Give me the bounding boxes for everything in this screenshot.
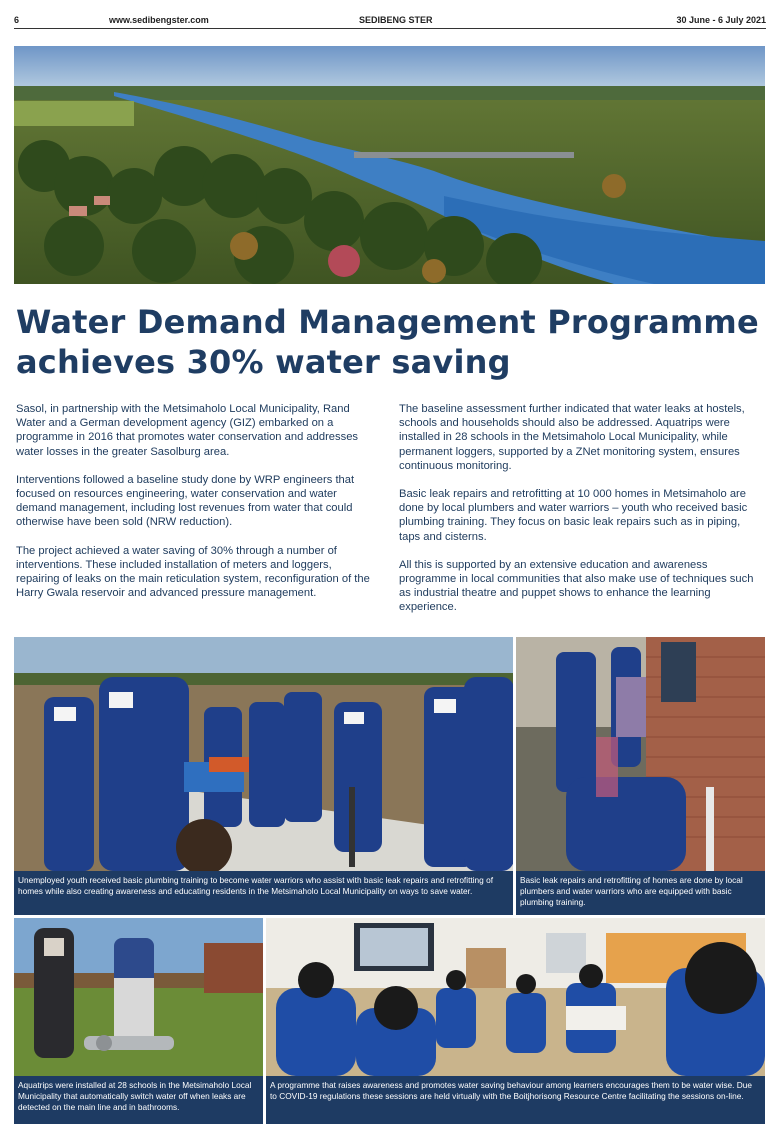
page-header (14, 14, 766, 28)
publication-name: SEDIBENG STER (359, 15, 433, 25)
website-url[interactable]: www.sedibengster.com (109, 15, 209, 25)
paragraph: All this is supported by an extensive education and awareness programme in local communities that also make use of techniques such as industrial theatre and puppet shows to enhance the learning experience. (399, 558, 754, 614)
aquatrips-photo (14, 918, 263, 1076)
repairs-caption: Basic leak repairs and retrofitting of homes are done by local plumbers and water warriors who are equipped with basic plumbing training. (516, 871, 765, 915)
classroom-caption: A programme that raises awareness and promotes water saving behaviour among learners encourages them to be water wise. Due to COVID-19 regulations these sessions are held virtually with the Boitjhorisong Resource Centre facilitating the sessions on-line. (266, 1076, 765, 1124)
headline-line-2: achieves 30% water saving (16, 343, 511, 381)
classroom-photo (266, 918, 765, 1076)
page-number: 6 (14, 15, 20, 25)
aquatrips-caption: Aquatrips were installed at 28 schools in the Metsimaholo Local Municipality that automatically switch water off when leaks are detected on the main line and in bathrooms. (14, 1076, 263, 1124)
paragraph: The baseline assessment further indicated that water leaks at hostels, schools and households should also be addressed. Aquatrips were installed in 28 schools in the Metsimaholo Local Municipality, while permanent loggers, supported by a ZNet monitoring system, ensures continuous monitoring. (399, 403, 745, 472)
hero-river-photo (14, 46, 765, 284)
paragraph: Interventions followed a baseline study done by WRP engineers that focused on resources engineering, water conservation and water demand management, including lost revenues from water that could otherwise have been sold (NRW reduction). (16, 473, 355, 529)
headline-line-1: Water Demand Management Programme (16, 303, 759, 341)
article-headline (16, 302, 766, 382)
paragraph: Sasol, in partnership with the Metsimaholo Local Municipality, Rand Water and a German development agency (GIZ) embarked on a programme in 2016 that promotes water conservation and addresses water losses in the greater Sasolburg area. (16, 403, 359, 458)
header-divider (14, 28, 766, 29)
paragraph: Basic leak repairs and retrofitting at 10 000 homes in Metsimaholo are done by local plumbers and water warriors – youth who received basic plumbing training. They focus on basic leak repairs such as in piping, taps and cisterns. (399, 488, 748, 543)
article-column-left (16, 402, 378, 614)
paragraph: The project achieved a water saving of 30% through a number of interventions. These included installation of meters and loggers, repairing of leaks on the main reticulation system, reconfiguration of the Harry Gwala reservoir and advanced pressure management. (16, 544, 370, 600)
plumbing-training-photo (14, 637, 513, 871)
leak-repair-photo (516, 637, 765, 871)
article-column-right (399, 402, 761, 629)
training-caption: Unemployed youth received basic plumbing training to become water warriors who assist with basic leak repairs and retrofitting of homes while also creating awareness and educating residents in the Metsimaholo Local Municipality on ways to save water. (14, 871, 513, 915)
issue-date: 30 June - 6 July 2021 (676, 15, 766, 25)
